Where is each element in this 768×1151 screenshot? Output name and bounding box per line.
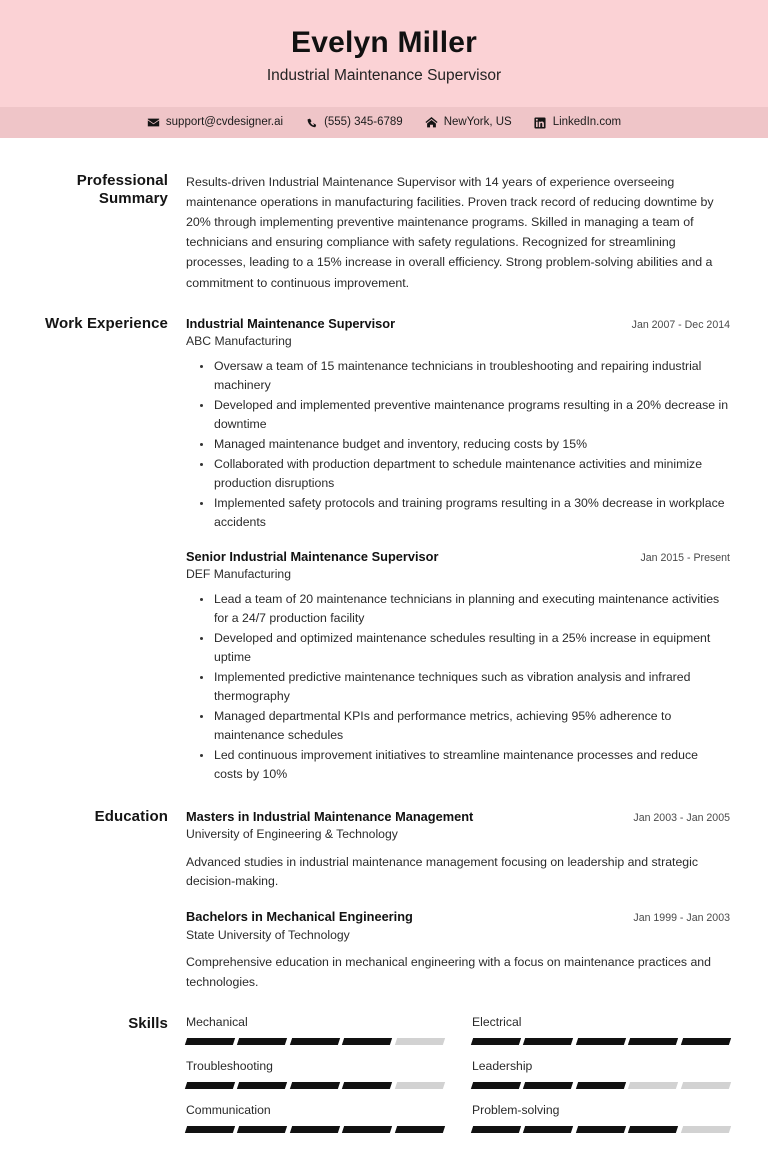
skill-segment [471, 1126, 522, 1133]
section-education [38, 786, 730, 994]
entry-date: Jan 2015 - Present [640, 552, 730, 565]
skill-segment [680, 1082, 731, 1089]
entry-bullet: Collaborated with production department to schedule maintenance activities and minimize production disruptions [212, 455, 730, 493]
header-job-title: Industrial Maintenance Supervisor [266, 66, 502, 84]
entry-bullet: Developed and optimized maintenance schedules resulting in a 25% increase in equipment uptime [212, 629, 730, 667]
skill-name: Leadership [472, 1058, 533, 1073]
skill-segment [576, 1126, 627, 1133]
skill-level-bar [186, 1126, 444, 1133]
contact-label: NewYork, US [443, 115, 512, 128]
skill-segment [394, 1126, 445, 1133]
skill-name: Electrical [472, 1015, 522, 1030]
skill-item [186, 1103, 444, 1133]
entry-bullet: Oversaw a team of 15 maintenance technicians in troubleshooting and repairing industrial machinery [212, 357, 730, 395]
skill-segment [185, 1082, 236, 1089]
entry-header [186, 548, 730, 565]
entry-description: Advanced studies in industrial maintenance management focusing on leadership and strategic decision-making. [186, 854, 699, 889]
skill-item [472, 1103, 730, 1133]
skill-segment [290, 1038, 341, 1045]
entry-date: Jan 2007 - Dec 2014 [631, 318, 730, 331]
contact-item-phone[interactable] [305, 116, 403, 129]
skill-level-bar [186, 1038, 444, 1045]
skill-segment [237, 1038, 288, 1045]
skill-segment [342, 1038, 393, 1045]
entry-organization: ABC Manufacturing [186, 333, 292, 348]
section-skills [38, 993, 730, 1133]
skill-segment [628, 1126, 679, 1133]
entry [186, 808, 730, 893]
contact-label: support@cvdesigner.ai [165, 115, 284, 128]
section-label-education: Education [94, 807, 168, 825]
contact-label: LinkedIn.com [552, 115, 622, 128]
skill-segment [394, 1038, 445, 1045]
skill-segment [290, 1082, 341, 1089]
entry-header [186, 315, 730, 332]
section-content-experience [186, 315, 730, 786]
entry-organization: State University of Technology [186, 927, 350, 942]
resume-body [0, 138, 768, 1151]
page-title: Evelyn Miller [290, 26, 477, 59]
skill-segment [523, 1038, 574, 1045]
envelope-icon [147, 116, 160, 129]
skill-name: Communication [186, 1102, 271, 1117]
entry [186, 908, 730, 993]
skill-segment [290, 1126, 341, 1133]
skill-level-bar [472, 1082, 730, 1089]
entry-date: Jan 2003 - Jan 2005 [633, 811, 730, 824]
entry-title: Senior Industrial Maintenance Supervisor [186, 549, 439, 565]
skill-item [186, 1015, 444, 1045]
contact-item-linkedin[interactable] [534, 116, 621, 129]
entry-header [186, 808, 730, 825]
entry-bullet: Led continuous improvement initiatives to streamline maintenance processes and reduce costs by 10% [212, 746, 730, 784]
skill-segment [185, 1126, 236, 1133]
skill-segment [523, 1082, 574, 1089]
skill-segment [680, 1126, 731, 1133]
skill-level-bar [472, 1038, 730, 1045]
entry-bullet: Lead a team of 20 maintenance technicians in planning and executing maintenance activities for a 24/7 production facility [212, 590, 730, 628]
section-label-summary: Professional Summary [76, 172, 168, 208]
entry-organization: University of Engineering & Technology [186, 826, 398, 841]
skill-segment [237, 1126, 288, 1133]
entry-bullet: Managed departmental KPIs and performance metrics, achieving 95% adherence to maintenance schedules [212, 707, 730, 745]
skill-segment [628, 1082, 679, 1089]
skill-item [186, 1059, 444, 1089]
entry [186, 548, 730, 784]
entry-bullet: Implemented predictive maintenance techniques such as vibration analysis and infrared thermography [212, 668, 730, 706]
section-content-education [186, 808, 730, 994]
entry-organization: DEF Manufacturing [186, 567, 291, 582]
skill-level-bar [186, 1082, 444, 1089]
contact-item-home[interactable] [425, 116, 512, 129]
skill-segment [576, 1082, 627, 1089]
skill-item [472, 1015, 730, 1045]
skill-segment [342, 1126, 393, 1133]
contact-bar [0, 107, 768, 138]
skill-item [472, 1059, 730, 1089]
skill-segment [471, 1082, 522, 1089]
skill-name: Troubleshooting [186, 1058, 273, 1073]
skill-segment [237, 1082, 288, 1089]
skill-segment [628, 1038, 679, 1045]
skill-segment [185, 1038, 236, 1045]
entry-bullet-list [186, 357, 730, 532]
entry-date: Jan 1999 - Jan 2003 [633, 912, 730, 925]
section-work-experience [38, 293, 730, 786]
skill-segment [680, 1038, 731, 1045]
linkedin-icon [534, 116, 547, 129]
entry-bullet: Developed and implemented preventive maintenance programs resulting in a 20% decrease in downtime [212, 396, 730, 434]
section-content-skills [186, 1015, 730, 1133]
skill-segment [394, 1082, 445, 1089]
entry-title: Industrial Maintenance Supervisor [186, 315, 396, 331]
entry-bullet: Implemented safety protocols and training programs resulting in a 30% decrease in workplace accidents [212, 494, 730, 532]
section-professional-summary [38, 138, 730, 293]
section-label-experience: Work Experience [45, 314, 168, 332]
skill-segment [576, 1038, 627, 1045]
skill-segment [523, 1126, 574, 1133]
skill-level-bar [472, 1126, 730, 1133]
entry-title: Masters in Industrial Maintenance Management [186, 808, 474, 824]
phone-icon [305, 116, 318, 129]
entry-description: Comprehensive education in mechanical engineering with a focus on maintenance practices and technologies. [186, 955, 711, 990]
home-icon [425, 116, 438, 129]
skills-grid [186, 1015, 730, 1133]
entry-header [186, 908, 730, 925]
skill-name: Mechanical [186, 1015, 248, 1030]
entry-title: Bachelors in Mechanical Engineering [186, 909, 413, 925]
skill-name: Problem-solving [472, 1102, 560, 1117]
entry-bullet-list [186, 590, 730, 784]
contact-item-envelope[interactable] [147, 116, 283, 129]
section-label-skills: Skills [128, 1015, 168, 1033]
entry-bullet: Managed maintenance budget and inventory, reducing costs by 15% [212, 435, 730, 454]
section-content-summary [186, 172, 730, 293]
entry [186, 315, 730, 532]
skill-segment [471, 1038, 522, 1045]
resume-header [0, 0, 768, 107]
contact-label: (555) 345-6789 [324, 115, 403, 128]
skill-segment [342, 1082, 393, 1089]
summary-text: Results-driven Industrial Maintenance Supervisor with 14 years of experience overseeing maintenance operations in manufacturing facilities. Proven track record of reducing downtime by 20% through implementing preventive maintenance programs. Skilled in managing a team of technicians and ensuring compliance with safety regulations. Recognized for streamlining processes, leading to a 15% increase in overall efficiency. Strong problem-solving abilities and a commitment to continuous improvement. [186, 175, 714, 290]
